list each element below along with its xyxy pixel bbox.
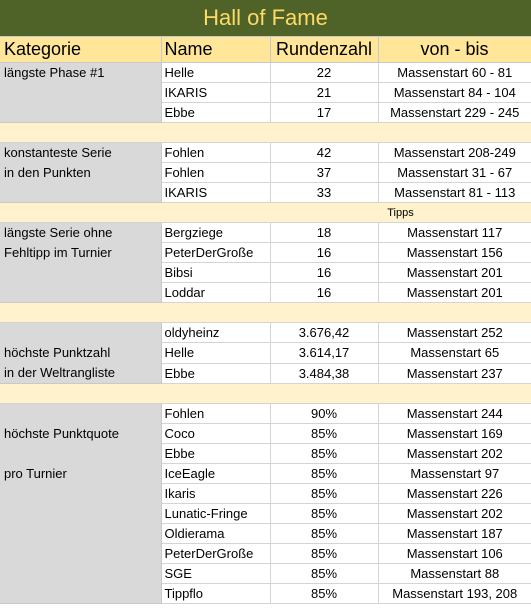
rundenzahl-cell[interactable]: 18 bbox=[270, 223, 378, 243]
separator-cell bbox=[0, 123, 161, 143]
separator-row bbox=[0, 384, 531, 404]
separator-cell bbox=[0, 203, 161, 223]
separator-cell bbox=[0, 303, 161, 323]
separator-cell bbox=[0, 384, 161, 404]
name-cell[interactable]: Ebbe bbox=[161, 444, 270, 464]
rundenzahl-cell[interactable]: 21 bbox=[270, 83, 378, 103]
category-line: längste Serie ohne bbox=[4, 225, 113, 240]
rundenzahl-cell[interactable]: 16 bbox=[270, 263, 378, 283]
rundenzahl-cell[interactable]: 85% bbox=[270, 484, 378, 504]
von-bis-cell[interactable]: Massenstart 84 - 104 bbox=[378, 83, 531, 103]
name-cell[interactable]: Bibsi bbox=[161, 263, 270, 283]
rundenzahl-cell[interactable]: 37 bbox=[270, 163, 378, 183]
separator-label bbox=[270, 384, 531, 404]
name-cell[interactable]: Coco bbox=[161, 424, 270, 444]
name-cell[interactable]: Tippflo bbox=[161, 584, 270, 604]
header-rundenzahl[interactable]: Rundenzahl bbox=[270, 37, 378, 63]
table-row bbox=[0, 143, 531, 163]
von-bis-cell[interactable]: Massenstart 81 - 113 bbox=[378, 183, 531, 203]
rundenzahl-cell[interactable]: 33 bbox=[270, 183, 378, 203]
rundenzahl-cell[interactable]: 16 bbox=[270, 283, 378, 303]
category-label bbox=[0, 323, 161, 383]
rundenzahl-cell[interactable]: 85% bbox=[270, 504, 378, 524]
category-line: längste Phase #1 bbox=[4, 65, 105, 80]
name-cell[interactable]: PeterDerGroße bbox=[161, 243, 270, 263]
name-cell[interactable]: Helle bbox=[161, 63, 270, 83]
rundenzahl-cell[interactable]: 16 bbox=[270, 243, 378, 263]
category-cell[interactable] bbox=[0, 323, 161, 384]
name-cell[interactable]: IKARIS bbox=[161, 183, 270, 203]
von-bis-cell[interactable]: Massenstart 202 bbox=[378, 504, 531, 524]
rundenzahl-cell[interactable]: 85% bbox=[270, 524, 378, 544]
rundenzahl-cell[interactable]: 85% bbox=[270, 424, 378, 444]
sheet-title: Hall of Fame bbox=[0, 0, 531, 37]
rundenzahl-cell[interactable]: 85% bbox=[270, 544, 378, 564]
name-cell[interactable]: Oldierama bbox=[161, 524, 270, 544]
von-bis-cell[interactable]: Massenstart 229 - 245 bbox=[378, 103, 531, 123]
rundenzahl-cell[interactable]: 90% bbox=[270, 404, 378, 424]
separator-cell bbox=[161, 384, 270, 404]
rundenzahl-cell[interactable]: 85% bbox=[270, 584, 378, 604]
von-bis-cell[interactable]: Massenstart 252 bbox=[378, 323, 531, 343]
separator-label bbox=[270, 303, 531, 323]
name-cell[interactable]: Helle bbox=[161, 343, 270, 363]
name-cell[interactable]: SGE bbox=[161, 564, 270, 584]
header-kategorie[interactable]: Kategorie bbox=[0, 37, 161, 63]
category-line bbox=[4, 404, 161, 424]
table-row bbox=[0, 63, 531, 83]
name-cell[interactable]: IKARIS bbox=[161, 83, 270, 103]
von-bis-cell[interactable]: Massenstart 156 bbox=[378, 243, 531, 263]
category-line: pro Turnier bbox=[4, 466, 67, 481]
rundenzahl-cell[interactable]: 3.676,42 bbox=[270, 323, 378, 343]
rundenzahl-cell[interactable]: 22 bbox=[270, 63, 378, 83]
separator-cell bbox=[161, 123, 270, 143]
name-cell[interactable]: Lunatic-Fringe bbox=[161, 504, 270, 524]
separator-row bbox=[0, 123, 531, 143]
name-cell[interactable]: oldyheinz bbox=[161, 323, 270, 343]
category-cell[interactable] bbox=[0, 63, 161, 123]
separator-row bbox=[0, 303, 531, 323]
category-cell[interactable] bbox=[0, 223, 161, 303]
category-label bbox=[0, 223, 161, 263]
name-cell[interactable]: Fohlen bbox=[161, 163, 270, 183]
rundenzahl-cell[interactable]: 85% bbox=[270, 464, 378, 484]
von-bis-cell[interactable]: Massenstart 31 - 67 bbox=[378, 163, 531, 183]
rundenzahl-cell[interactable]: 85% bbox=[270, 564, 378, 584]
von-bis-cell[interactable]: Massenstart 97 bbox=[378, 464, 531, 484]
category-line: konstanteste Serie bbox=[4, 145, 112, 160]
name-cell[interactable]: Ikaris bbox=[161, 484, 270, 504]
category-cell[interactable] bbox=[0, 143, 161, 203]
category-line: Fehltipp im Turnier bbox=[4, 245, 112, 260]
separator-row bbox=[0, 203, 531, 223]
name-cell[interactable]: Loddar bbox=[161, 283, 270, 303]
von-bis-cell[interactable]: Massenstart 193, 208 bbox=[378, 584, 531, 604]
name-cell[interactable]: PeterDerGroße bbox=[161, 544, 270, 564]
rundenzahl-cell[interactable]: 85% bbox=[270, 444, 378, 464]
category-cell[interactable] bbox=[0, 404, 161, 604]
rundenzahl-cell[interactable]: 3.484,38 bbox=[270, 363, 378, 383]
rundenzahl-cell[interactable]: 3.614,17 bbox=[270, 343, 378, 363]
separator-cell bbox=[161, 303, 270, 323]
header-von-bis[interactable]: von - bis bbox=[378, 37, 531, 63]
hall-of-fame-table bbox=[0, 37, 531, 604]
header-row bbox=[0, 37, 531, 63]
category-label bbox=[0, 63, 161, 83]
name-cell[interactable]: IceEagle bbox=[161, 464, 270, 484]
category-line: höchste Punktzahl bbox=[4, 345, 111, 360]
name-cell[interactable]: Fohlen bbox=[161, 143, 270, 163]
category-line: in den Punkten bbox=[4, 165, 91, 180]
category-line bbox=[4, 444, 161, 464]
von-bis-cell[interactable]: Massenstart 208-249 bbox=[378, 143, 531, 163]
separator-label bbox=[270, 123, 531, 143]
von-bis-cell[interactable]: Massenstart 187 bbox=[378, 524, 531, 544]
von-bis-cell[interactable]: Massenstart 244 bbox=[378, 404, 531, 424]
header-name[interactable]: Name bbox=[161, 37, 270, 63]
von-bis-cell[interactable]: Massenstart 60 - 81 bbox=[378, 63, 531, 83]
von-bis-cell[interactable]: Massenstart 88 bbox=[378, 564, 531, 584]
name-cell[interactable]: Ebbe bbox=[161, 103, 270, 123]
table-row bbox=[0, 223, 531, 243]
category-label bbox=[0, 143, 161, 183]
separator-label: Tipps bbox=[270, 203, 531, 223]
table-row bbox=[0, 404, 531, 424]
von-bis-cell[interactable]: Massenstart 201 bbox=[378, 263, 531, 283]
von-bis-cell[interactable]: Massenstart 117 bbox=[378, 223, 531, 243]
von-bis-cell[interactable]: Massenstart 226 bbox=[378, 484, 531, 504]
separator-cell bbox=[161, 203, 270, 223]
von-bis-cell[interactable]: Massenstart 202 bbox=[378, 444, 531, 464]
rundenzahl-cell[interactable]: 17 bbox=[270, 103, 378, 123]
von-bis-cell[interactable]: Massenstart 106 bbox=[378, 544, 531, 564]
von-bis-cell[interactable]: Massenstart 237 bbox=[378, 363, 531, 383]
table-row bbox=[0, 323, 531, 343]
von-bis-cell[interactable]: Massenstart 201 bbox=[378, 283, 531, 303]
name-cell[interactable]: Bergziege bbox=[161, 223, 270, 243]
von-bis-cell[interactable]: Massenstart 65 bbox=[378, 343, 531, 363]
rundenzahl-cell[interactable]: 42 bbox=[270, 143, 378, 163]
name-cell[interactable]: Fohlen bbox=[161, 404, 270, 424]
von-bis-cell[interactable]: Massenstart 169 bbox=[378, 424, 531, 444]
category-line: in der Weltrangliste bbox=[4, 365, 116, 380]
name-cell[interactable]: Ebbe bbox=[161, 363, 270, 383]
category-label bbox=[0, 404, 161, 484]
table-body bbox=[0, 63, 531, 604]
category-line bbox=[4, 323, 161, 343]
category-line: höchste Punktquote bbox=[4, 426, 119, 441]
